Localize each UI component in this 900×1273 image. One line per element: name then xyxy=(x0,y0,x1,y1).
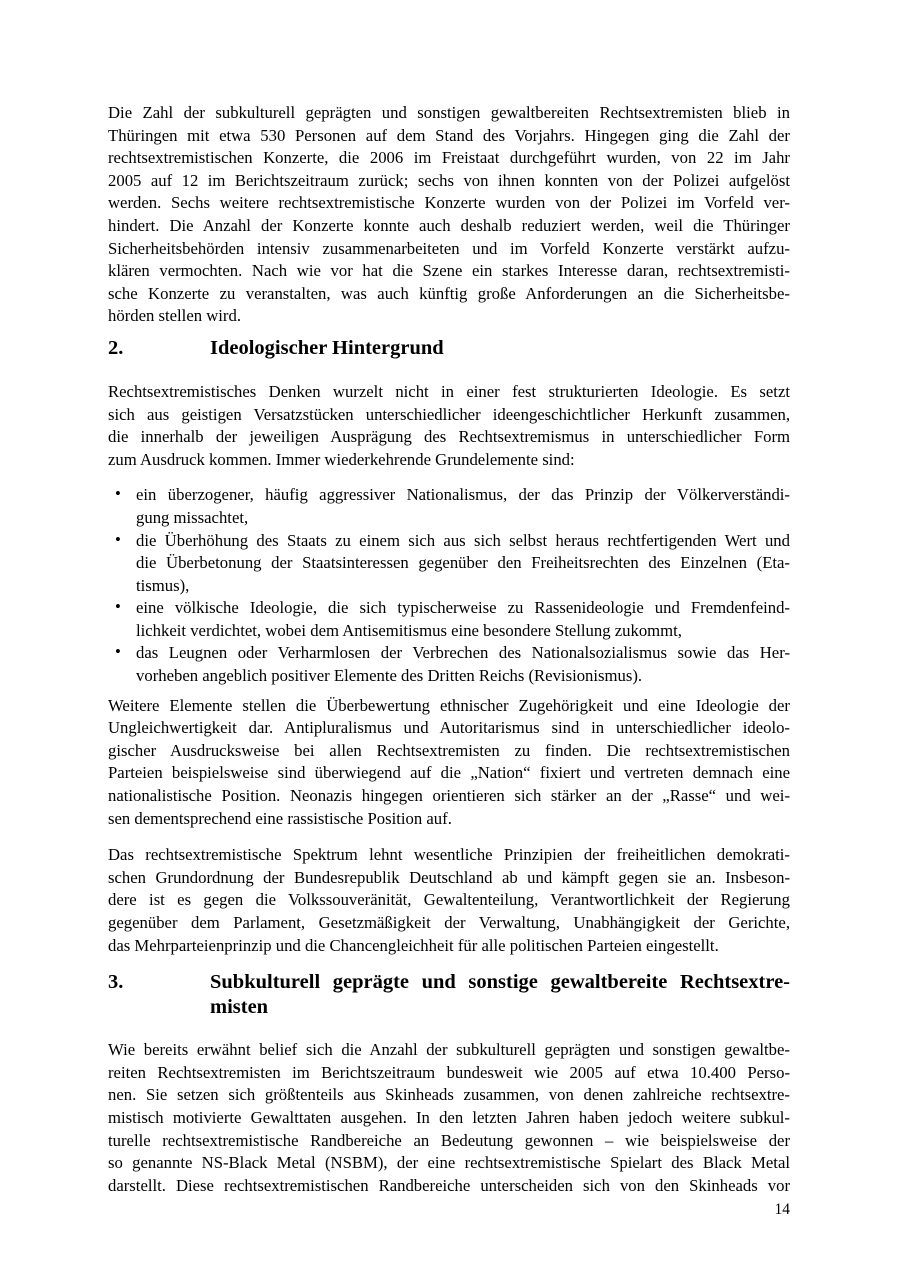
bullet-icon: • xyxy=(115,597,121,617)
paragraph-weitere-elemente xyxy=(108,695,790,831)
bullet-text xyxy=(136,484,790,529)
section-number: 3. xyxy=(108,971,124,994)
text-line: turelle rechtsextremistische Randbereiche an Bedeutung gewonnen – wie beispielsweise der xyxy=(108,1130,790,1150)
text-line: Parteien beispielsweise sind überwiegend auf die „Nation“ fixiert und vertreten demnach eine xyxy=(108,763,790,783)
text-line: ein überzogener, häufig aggressiver Nationalismus, der das Prinzip der Völkerverständi- xyxy=(136,485,790,505)
text-line: nen. Sie setzen sich größtenteils aus Skinheads zusammen, von denen zahlreiche rechtsextre- xyxy=(108,1085,790,1105)
text-line: die innerhalb der jeweiligen Ausprägung des Rechtsextremismus in unterschiedlicher Form xyxy=(108,427,790,447)
text-line: Das rechtsextremistische Spektrum lehnt wesentliche Prinzipien der freiheitlichen demokrati- xyxy=(108,845,790,865)
section-2-heading xyxy=(108,336,790,361)
text-line: 2005 auf 12 im Berichtszeitraum zurück; sechs von ihnen konnten von der Polizei aufgelöst xyxy=(108,170,790,190)
bullet-text xyxy=(136,597,790,642)
bullet-icon: • xyxy=(115,529,121,549)
text-line: zum Ausdruck kommen. Immer wiederkehrende Grundelemente sind: xyxy=(108,449,575,469)
text-line: so genannte NS-Black Metal (NSBM), der eine rechtsextremistische Spielart des Black Metal xyxy=(108,1153,790,1173)
text-line: vorheben angeblich positiver Elemente des Dritten Reichs (Revisionismus). xyxy=(136,666,643,686)
text-line: gischer Ausdrucksweise bei allen Rechtsextremisten zu finden. Die rechtsextremistischen xyxy=(108,740,790,760)
grundelemente-list xyxy=(108,484,790,687)
text-line: rechtsextremistischen Konzerte, die 2006 im Freistaat durchgeführt wurden, von 22 im Jahr xyxy=(108,148,790,168)
text-line: sche Konzerte zu veranstalten, was auch künftig große Anforderungen an die Sicherheitsbe- xyxy=(108,283,790,303)
bullet-item xyxy=(108,530,790,598)
text-line: eine völkische Ideologie, die sich typischerweise zu Rassenideologie und Fremdenfeind- xyxy=(136,598,790,618)
text-line: sich aus geistigen Versatzstücken unterschiedlicher ideengeschichtlicher Herkunft zusammen, xyxy=(108,404,790,424)
text-line: gung missachtet, xyxy=(136,507,249,527)
section-3-heading xyxy=(108,970,790,1020)
text-line: lichkeit verdichtet, wobei dem Antisemitismus eine besondere Stellung zukommt, xyxy=(136,620,682,640)
bullet-icon: • xyxy=(115,642,121,662)
text-line: Rechtsextremistisches Denken wurzelt nicht in einer fest strukturierten Ideologie. Es setzt xyxy=(108,381,790,401)
bullet-icon: • xyxy=(115,484,121,504)
bullet-text xyxy=(136,530,790,598)
text-line: Ungleichwertigkeit dar. Antipluralismus und Autoritarismus sind in unterschiedlicher ideolo- xyxy=(108,718,790,738)
text-line: gegenüber dem Parlament, Gesetzmäßigkeit der Verwaltung, Unabhängigkeit der Gerichte, xyxy=(108,913,790,932)
text-line: Ideologischer Hintergrund xyxy=(210,336,444,359)
text-line: klären vermochten. Nach wie vor hat die Szene ein starkes Interesse daran, rechtsextremisti- xyxy=(108,261,790,281)
text-line: Wie bereits erwähnt belief sich die Anzahl der subkulturell geprägten und sonstigen gewaltbe- xyxy=(108,1040,790,1060)
text-line: sen dementsprechend eine rassistische Position auf. xyxy=(108,808,452,828)
section-title xyxy=(210,336,790,361)
section-number: 2. xyxy=(108,336,124,359)
text-line: das Mehrparteienprinzip und die Chancengleichheit für alle politischen Parteien eingestellt. xyxy=(108,935,719,955)
text-line: Die Zahl der subkulturell geprägten und sonstigen gewaltbereiten Rechtsextremisten blieb in xyxy=(108,103,790,122)
text-line: Subkulturell geprägte und sonstige gewaltbereite Rechtsextre- xyxy=(210,971,790,994)
text-line: reiten Rechtsextremisten im Berichtszeitraum bundesweit wie 2005 auf etwa 10.400 Perso- xyxy=(108,1062,790,1082)
text-line: das Leugnen oder Verharmlosen der Verbrechen des Nationalsozialismus sowie das Her- xyxy=(136,643,790,663)
bullet-text xyxy=(136,642,790,687)
text-line: tismus), xyxy=(136,575,190,595)
text-line: misten xyxy=(210,996,269,1019)
text-line: Weitere Elemente stellen die Überbewertung ethnischer Zugehörigkeit und eine Ideologie der xyxy=(108,695,790,715)
section-title xyxy=(210,970,790,1020)
paragraph-konzerte xyxy=(108,102,790,328)
bullet-item xyxy=(108,484,790,529)
text-line: die Überbetonung der Staatsinteressen gegenüber den Freiheitsrechten des Einzelnen (Eta- xyxy=(136,553,790,573)
page-footer xyxy=(108,1199,790,1222)
bullet-item xyxy=(108,642,790,687)
text-line: Thüringen mit etwa 530 Personen auf dem Stand des Vorjahrs. Hingegen ging die Zahl der xyxy=(108,125,790,145)
paragraph-subkulturell xyxy=(108,1039,790,1197)
paragraph-spektrum xyxy=(108,844,790,957)
text-line: nationalistische Position. Neonazis hingegen orientieren sich stärker an der „Rasse“ und wei- xyxy=(108,786,790,806)
bullet-item xyxy=(108,597,790,642)
text-line: werden. Sechs weitere rechtsextremistische Konzerte wurden von der Polizei im Vorfeld ver- xyxy=(108,193,790,213)
text-line: die Überhöhung des Staats zu einem sich aus sich selbst heraus rechtfertigenden Wert und xyxy=(136,530,790,550)
text-line: dere ist es gegen die Volkssouveränität, Gewaltenteilung, Verantwortlichkeit der Regierung xyxy=(108,890,790,910)
text-line: schen Grundordnung der Bundesrepublik Deutschland ab und kämpft gegen sie an. Insbeson- xyxy=(108,867,790,887)
document-content xyxy=(108,0,790,1197)
page-number: 14 xyxy=(774,1201,790,1218)
text-line: mistisch motivierte Gewalttaten ausgehen. In den letzten Jahren haben jedoch weitere subkul- xyxy=(108,1107,790,1127)
text-line: darstellt. Diese rechtsextremistischen Randbereiche unterscheiden sich von den Skinheads vor xyxy=(108,1175,790,1195)
paragraph-ideologie xyxy=(108,381,790,471)
text-line: Sicherheitsbehörden intensiv zusammenarbeiteten und im Vorfeld Konzerte verstärkt aufzu- xyxy=(108,238,790,258)
text-line: hörden stellen wird. xyxy=(108,306,242,326)
text-line: hindert. Die Anzahl der Konzerte konnte auch deshalb reduziert werden, weil die Thüringer xyxy=(108,215,790,235)
